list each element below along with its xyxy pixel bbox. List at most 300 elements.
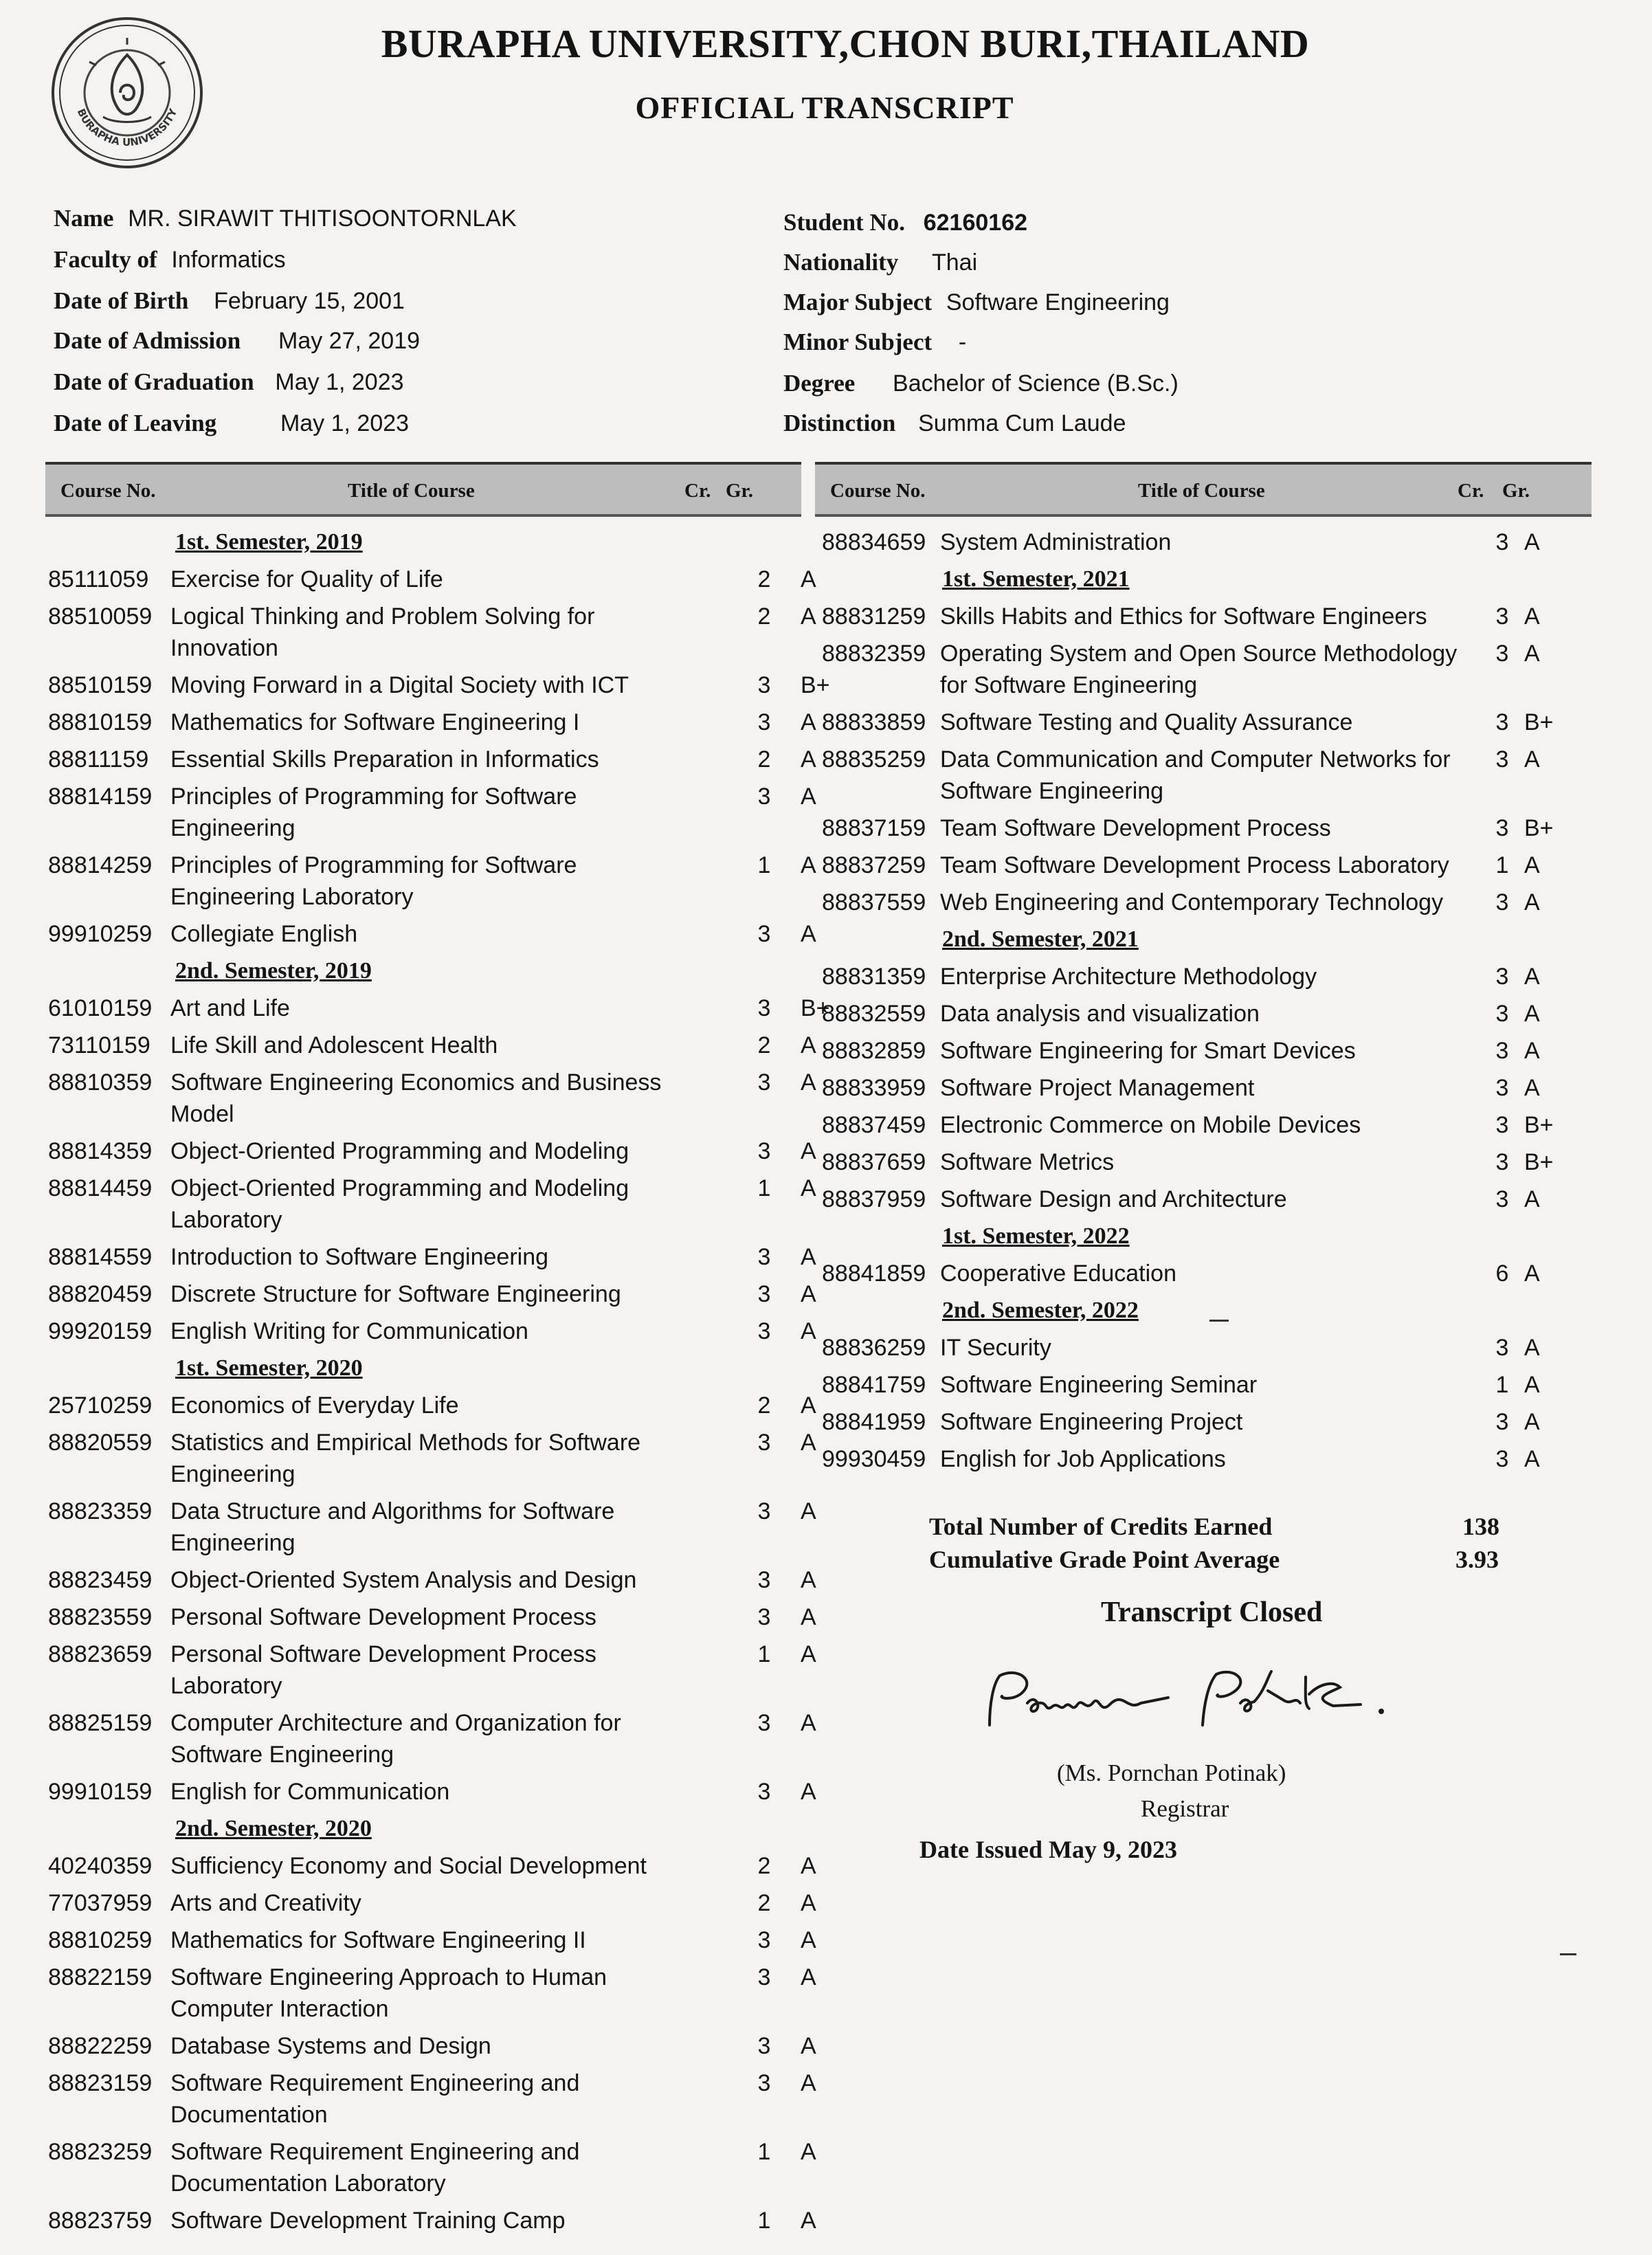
course-grade: A [1524, 1260, 1540, 1287]
transcript-closed: Transcript Closed [1101, 1597, 1323, 1628]
course-title: Database Systems and Design [170, 2033, 491, 2059]
course-row [822, 1001, 1592, 1038]
course-row [48, 603, 816, 672]
course-code: 88833959 [822, 1075, 926, 1101]
course-code: 88837559 [822, 889, 926, 915]
course-title: Life Skill and Adolescent Health [170, 1032, 498, 1058]
course-credits: 3 [757, 1244, 771, 1270]
course-credits: 3 [757, 995, 771, 1021]
course-credits: 3 [757, 1498, 771, 1524]
course-grade: A [801, 1392, 816, 1419]
course-title: Object-Oriented Programming and Modeling [170, 1138, 629, 1164]
dob-value: February 15, 2001 [214, 288, 405, 314]
semester-heading [48, 1355, 804, 1392]
course-code: 99930459 [822, 1446, 926, 1472]
course-grade: A [1524, 852, 1540, 878]
course-code: 88823259 [48, 2139, 153, 2165]
pen-mark [1209, 1320, 1229, 1322]
course-grade: A [1524, 1409, 1540, 1435]
course-credits: 2 [757, 1890, 771, 1916]
course-code: 88820559 [48, 1430, 153, 1456]
gpa-value: 3.93 [1455, 1546, 1499, 1573]
course-code: 88814359 [48, 1138, 153, 1164]
course-row [48, 1853, 816, 1890]
course-row [822, 889, 1592, 926]
course-title: Exercise for Quality of Life [170, 566, 443, 592]
course-grade: B+ [1524, 1149, 1554, 1175]
course-row [822, 1446, 1592, 1483]
course-code: 88810359 [48, 1069, 153, 1096]
course-row [822, 1186, 1592, 1223]
info-faculty: Faculty of Informatics [54, 246, 286, 273]
course-title: Principles of Programming for Software Engineering Laboratory [170, 852, 577, 910]
course-code: 85111059 [48, 566, 149, 592]
course-grade: A [1524, 1075, 1540, 1101]
course-grade: A [801, 2070, 816, 2096]
course-row [48, 746, 816, 784]
course-credits: 3 [1495, 1149, 1509, 1175]
course-row [48, 1244, 816, 1281]
course-code: 88811159 [48, 746, 149, 773]
course-grade: A [801, 1318, 816, 1344]
course-code: 25710259 [48, 1392, 153, 1419]
course-credits: 3 [757, 709, 771, 735]
course-title: Moving Forward in a Digital Society with ICT [170, 672, 629, 698]
minor-value: - [958, 329, 967, 355]
course-grade: A [1524, 746, 1540, 773]
course-code: 88510059 [48, 603, 153, 630]
course-grade: A [801, 1890, 816, 1916]
course-code: 88833859 [822, 709, 926, 735]
course-grade: A [801, 1498, 816, 1524]
course-row [48, 1498, 816, 1567]
course-title: Electronic Commerce on Mobile Devices [940, 1112, 1361, 1138]
course-credits: 2 [757, 603, 771, 630]
course-credits: 1 [1495, 852, 1509, 878]
semester-label: 2nd. Semester, 2022 [942, 1298, 1139, 1323]
course-row [48, 2208, 816, 2245]
course-title: English Writing for Communication [170, 1318, 528, 1344]
course-credits: 3 [1495, 529, 1509, 555]
semester-heading [48, 529, 804, 566]
course-grade: A [801, 709, 816, 735]
course-code: 88832559 [822, 1001, 926, 1027]
leaving-value: May 1, 2023 [280, 410, 410, 436]
course-title: Arts and Creativity [170, 1890, 361, 1916]
course-credits: 3 [1495, 709, 1509, 735]
course-grade: A [801, 2033, 816, 2059]
header-cr: Cr. [1458, 480, 1484, 502]
course-title: Mathematics for Software Engineering II [170, 1927, 586, 1953]
document-title: OFFICIAL TRANSCRIPT [635, 90, 1014, 125]
course-code: 88832859 [822, 1038, 926, 1064]
course-title: Economics of Everyday Life [170, 1392, 459, 1419]
course-code: 88835259 [822, 746, 926, 773]
info-leaving: Date of Leaving May 1, 2023 [54, 410, 410, 436]
course-title: Software Metrics [940, 1149, 1115, 1175]
course-title: Sufficiency Economy and Social Development [170, 1853, 647, 1879]
course-code: 99910259 [48, 921, 153, 947]
course-code: 88810259 [48, 1927, 153, 1953]
course-code: 88837959 [822, 1186, 926, 1212]
course-credits: 2 [757, 1853, 771, 1879]
course-grade: A [1524, 1001, 1540, 1027]
course-title: Software Design and Architecture [940, 1186, 1287, 1212]
course-row [822, 1260, 1592, 1298]
course-code: 73110159 [48, 1032, 150, 1058]
course-grade: A [801, 1567, 816, 1593]
course-title: Discrete Structure for Software Engineering [170, 1281, 621, 1307]
course-code: 88823559 [48, 1604, 153, 1630]
course-grade: A [1524, 1446, 1540, 1472]
course-credits: 3 [757, 1318, 771, 1344]
course-row [48, 1138, 816, 1175]
svg-text:BURAPHA UNIVERSITY: BURAPHA UNIVERSITY [74, 107, 180, 149]
registrar-title: Registrar [1141, 1795, 1229, 1822]
course-grade: A [1524, 1372, 1540, 1398]
course-credits: 3 [757, 672, 771, 698]
course-row [48, 921, 816, 958]
course-row [822, 529, 1592, 566]
course-credits: 3 [1495, 964, 1509, 990]
course-code: 88823459 [48, 1567, 153, 1593]
course-row [48, 566, 816, 603]
university-name: BURAPHA UNIVERSITY,CHON BURI,THAILAND [381, 21, 1310, 66]
course-row [48, 2070, 816, 2139]
course-title: Logical Thinking and Problem Solving for Innovation [170, 603, 595, 661]
course-title: Cooperative Education [940, 1260, 1177, 1287]
course-row [48, 995, 830, 1032]
course-row [822, 746, 1592, 815]
course-row [822, 603, 1592, 641]
left-column-header [45, 462, 801, 517]
course-grade: A [801, 1710, 816, 1736]
course-title: System Administration [940, 529, 1172, 555]
course-credits: 3 [757, 1281, 771, 1307]
course-title: Data Structure and Algorithms for Software Engineering [170, 1498, 615, 1556]
course-row [48, 1927, 816, 1964]
course-code: 88823759 [48, 2208, 153, 2234]
course-row [822, 1335, 1592, 1372]
course-title: Introduction to Software Engineering [170, 1244, 549, 1270]
course-row [822, 709, 1592, 746]
course-grade: A [801, 1927, 816, 1953]
course-row [822, 964, 1592, 1001]
course-title: IT Security [940, 1335, 1051, 1361]
course-title: Personal Software Development Process Laboratory [170, 1641, 596, 1699]
header-title: Title of Course [1138, 480, 1265, 502]
course-code: 88831359 [822, 964, 926, 990]
course-credits: 3 [1495, 746, 1509, 773]
header-course-no: Course No. [830, 480, 926, 502]
info-name: Name MR. SIRAWIT THITISOONTORNLAK [54, 205, 517, 232]
course-row [48, 1890, 816, 1927]
info-graduation: Date of Graduation May 1, 2023 [54, 368, 404, 395]
course-credits: 3 [757, 1710, 771, 1736]
semester-heading [822, 926, 1592, 964]
course-grade: A [801, 1853, 816, 1879]
course-grade: A [801, 603, 816, 630]
course-grade: A [801, 1175, 816, 1201]
course-credits: 2 [757, 1392, 771, 1419]
course-row [822, 1038, 1592, 1075]
course-credits: 3 [1495, 1112, 1509, 1138]
course-row [48, 1567, 816, 1604]
course-grade: A [1524, 889, 1540, 915]
course-row [48, 1318, 816, 1355]
course-row [48, 2139, 816, 2208]
course-grade: A [1524, 1038, 1540, 1064]
course-credits: 3 [1495, 1186, 1509, 1212]
course-credits: 3 [757, 1604, 771, 1630]
course-row [48, 1069, 816, 1138]
course-code: 88837459 [822, 1112, 926, 1138]
course-grade: A [801, 1244, 816, 1270]
course-credits: 3 [1495, 889, 1509, 915]
course-row [48, 1430, 816, 1498]
course-row [822, 1409, 1592, 1446]
course-row [48, 672, 830, 709]
semester-label: 1st. Semester, 2019 [175, 529, 363, 555]
info-minor: Minor Subject - [783, 329, 967, 355]
course-code: 88823359 [48, 1498, 153, 1524]
course-title: Software Engineering Seminar [940, 1372, 1258, 1398]
degree-value: Bachelor of Science (B.Sc.) [893, 370, 1179, 397]
course-row [48, 1175, 816, 1244]
course-row [48, 1641, 816, 1710]
course-row [822, 1112, 1592, 1149]
course-credits: 2 [757, 566, 771, 592]
course-credits: 3 [757, 1927, 771, 1953]
course-code: 88836259 [822, 1335, 926, 1361]
course-title: Statistics and Empirical Methods for Software Engineering [170, 1430, 641, 1487]
course-code: 88837159 [822, 815, 926, 841]
course-title: Mathematics for Software Engineering I [170, 709, 580, 735]
faculty-value: Informatics [171, 247, 286, 273]
course-credits: 3 [1495, 815, 1509, 841]
course-code: 88837659 [822, 1149, 926, 1175]
registrar-signature [962, 1663, 1402, 1739]
course-credits: 1 [757, 2139, 771, 2165]
course-code: 88823159 [48, 2070, 153, 2096]
course-title: Object-Oriented Programming and Modeling Laboratory [170, 1175, 629, 1233]
course-row [48, 1032, 816, 1069]
semester-label: 2nd. Semester, 2019 [175, 958, 372, 984]
semester-label: 2nd. Semester, 2021 [942, 926, 1139, 952]
course-grade: A [1524, 1335, 1540, 1361]
student-no-value: 62160162 [923, 210, 1028, 236]
course-grade: A [801, 1430, 816, 1456]
semester-label: 1st. Semester, 2020 [175, 1355, 363, 1381]
header-gr: Gr. [1502, 480, 1530, 502]
course-code: 88832359 [822, 641, 926, 667]
course-grade: A [801, 1641, 816, 1667]
course-row [48, 2033, 816, 2070]
course-title: Collegiate English [170, 921, 358, 947]
course-code: 88834659 [822, 529, 926, 555]
nationality-value: Thai [931, 249, 978, 276]
course-row [822, 1075, 1592, 1112]
course-code: 40240359 [48, 1853, 153, 1879]
course-grade: A [1524, 529, 1540, 555]
course-row [48, 709, 816, 746]
course-title: Software Engineering Approach to Human Computer Interaction [170, 1964, 607, 2022]
course-code: 88814259 [48, 852, 153, 878]
credits-label: Total Number of Credits Earned [929, 1513, 1273, 1540]
admission-value: May 27, 2019 [278, 328, 421, 354]
course-grade: A [1524, 641, 1540, 667]
course-code: 88822259 [48, 2033, 153, 2059]
course-code: 88823659 [48, 1641, 153, 1667]
course-code: 88841759 [822, 1372, 926, 1398]
course-grade: A [801, 852, 816, 878]
course-grade: B+ [1524, 709, 1554, 735]
course-credits: 2 [757, 1032, 771, 1058]
course-title: Web Engineering and Contemporary Technology [940, 889, 1444, 915]
course-credits: 3 [1495, 603, 1509, 630]
course-grade: A [801, 2139, 816, 2165]
course-credits: 2 [757, 746, 771, 773]
course-row [822, 1372, 1592, 1409]
info-nationality: Nationality Thai [783, 249, 978, 276]
course-credits: 6 [1495, 1260, 1509, 1287]
course-code: 88825159 [48, 1710, 153, 1736]
university-seal-icon [48, 14, 206, 172]
course-code: 77037959 [48, 1890, 153, 1916]
course-credits: 3 [757, 1069, 771, 1096]
header-cr: Cr. [684, 480, 711, 502]
course-grade: B+ [1524, 815, 1554, 841]
right-column-header [815, 462, 1592, 517]
semester-label: 1st. Semester, 2022 [942, 1223, 1130, 1249]
semester-heading [822, 566, 1592, 603]
semester-heading [48, 958, 804, 995]
course-title: Software Requirement Engineering and Documentation [170, 2070, 580, 2128]
course-title: Computer Architecture and Organization for Software Engineering [170, 1710, 621, 1768]
course-grade: A [801, 1779, 816, 1805]
semester-label: 2nd. Semester, 2020 [175, 1816, 372, 1841]
course-code: 88814159 [48, 784, 153, 810]
header-gr: Gr. [726, 480, 754, 502]
course-grade: A [801, 784, 816, 810]
course-credits: 3 [1495, 1038, 1509, 1064]
course-grade: A [1524, 1186, 1540, 1212]
course-row [822, 852, 1592, 889]
course-grade: A [801, 566, 816, 592]
course-title: Enterprise Architecture Methodology [940, 964, 1317, 990]
course-title: English for Job Applications [940, 1446, 1226, 1472]
course-row [822, 1149, 1592, 1186]
course-grade: A [801, 1964, 816, 1990]
course-grade: A [801, 1604, 816, 1630]
course-credits: 3 [1495, 1075, 1509, 1101]
course-row [822, 641, 1592, 709]
pen-mark [1560, 1953, 1576, 1955]
course-title: Software Testing and Quality Assurance [940, 709, 1353, 735]
course-grade: A [801, 1138, 816, 1164]
course-row [48, 852, 816, 921]
course-code: 88841959 [822, 1409, 926, 1435]
course-title: Team Software Development Process Laboratory [940, 852, 1449, 878]
course-title: Operating System and Open Source Methodology for Software Engineering [940, 641, 1458, 698]
course-code: 99920159 [48, 1318, 153, 1344]
course-grade: A [801, 1281, 816, 1307]
course-credits: 3 [1495, 1409, 1509, 1435]
course-credits: 3 [757, 1138, 771, 1164]
course-title: Art and Life [170, 995, 290, 1021]
course-grade: A [1524, 964, 1540, 990]
course-code: 88810159 [48, 709, 153, 735]
course-grade: A [801, 1032, 816, 1058]
course-title: Personal Software Development Process [170, 1604, 596, 1630]
info-major: Major Subject Software Engineering [783, 289, 1170, 315]
course-credits: 3 [1495, 1001, 1509, 1027]
gpa-label: Cumulative Grade Point Average [929, 1546, 1280, 1573]
course-title: Software Engineering Project [940, 1409, 1243, 1435]
course-row [48, 1964, 816, 2033]
course-credits: 3 [757, 2033, 771, 2059]
course-title: Data analysis and visualization [940, 1001, 1260, 1027]
course-credits: 3 [757, 2070, 771, 2096]
course-title: Data Communication and Computer Networks for Software Engineering [940, 746, 1451, 804]
course-row [48, 1779, 816, 1816]
semester-heading [822, 1223, 1592, 1260]
course-grade: A [801, 921, 816, 947]
course-credits: 1 [757, 1175, 771, 1201]
semester-heading [822, 1298, 1592, 1335]
registrar-name: (Ms. Pornchan Potinak) [1057, 1759, 1286, 1786]
major-value: Software Engineering [946, 289, 1170, 315]
course-grade: B+ [801, 995, 830, 1021]
course-credits: 3 [1495, 641, 1509, 667]
course-title: Team Software Development Process [940, 815, 1331, 841]
course-row [822, 815, 1592, 852]
course-credits: 3 [757, 921, 771, 947]
course-credits: 3 [757, 784, 771, 810]
course-grade: A [801, 746, 816, 773]
course-title: Essential Skills Preparation in Informatics [170, 746, 599, 773]
course-code: 88814459 [48, 1175, 153, 1201]
course-credits: 3 [1495, 1335, 1509, 1361]
course-title: English for Communication [170, 1779, 450, 1805]
credits-value: 138 [1462, 1513, 1499, 1540]
course-code: 88822159 [48, 1964, 153, 1990]
course-grade: A [801, 1069, 816, 1096]
course-code: 88841859 [822, 1260, 926, 1287]
course-title: Software Engineering Economics and Business Model [170, 1069, 662, 1127]
graduation-value: May 1, 2023 [275, 369, 404, 395]
course-credits: 3 [757, 1779, 771, 1805]
course-row [48, 784, 816, 852]
course-credits: 1 [757, 1641, 771, 1667]
course-title: Software Engineering for Smart Devices [940, 1038, 1356, 1064]
course-credits: 1 [757, 2208, 771, 2234]
info-student-no: Student No. 62160162 [783, 209, 1028, 236]
course-code: 61010159 [48, 995, 153, 1021]
course-code: 88831259 [822, 603, 926, 630]
course-code: 88814559 [48, 1244, 153, 1270]
date-issued: Date Issued May 9, 2023 [919, 1836, 1177, 1863]
semester-heading [48, 1816, 804, 1853]
course-grade: A [801, 2208, 816, 2234]
course-code: 88837259 [822, 852, 926, 878]
course-grade: A [1524, 603, 1540, 630]
course-title: Software Project Management [940, 1075, 1255, 1101]
course-title: Skills Habits and Ethics for Software Engineers [940, 603, 1427, 630]
course-title: Principles of Programming for Software Engineering [170, 784, 577, 841]
course-row [48, 1392, 816, 1430]
course-row [48, 1281, 816, 1318]
